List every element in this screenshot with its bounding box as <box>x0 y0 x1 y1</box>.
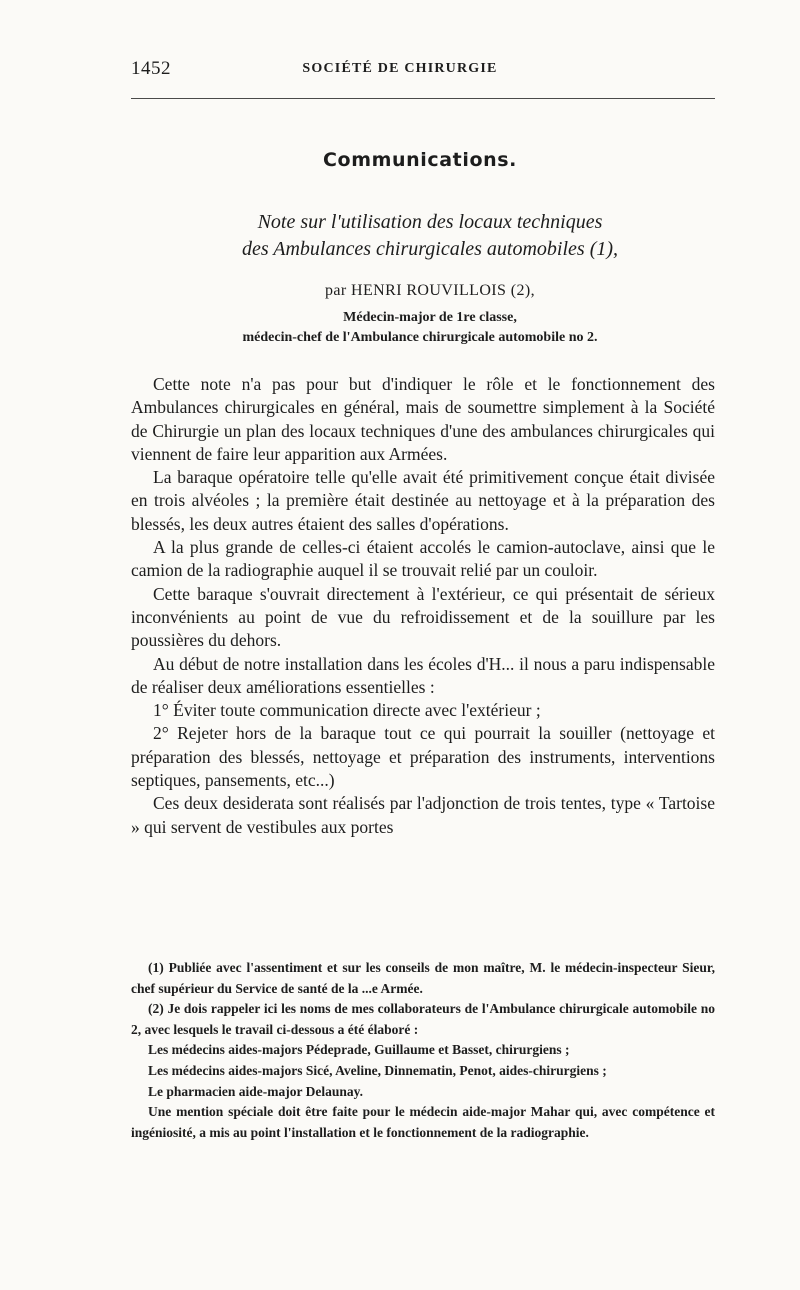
page-number: 1452 <box>131 58 171 79</box>
section-title: Communications. <box>323 149 517 171</box>
author: par HENRI ROUVILLOIS (2), <box>325 282 535 299</box>
paragraph-7: 2° Rejeter hors de la baraque tout ce qui pourrait la souiller (nettoyage et préparation des blessés, nettoyage et préparation des instruments, interventions septiques, pansements, etc...) <box>131 723 715 791</box>
author-role: médecin-chef de l'Ambulance chirurgicale automobile no 2. <box>242 330 598 345</box>
paragraph-1: Cette note n'a pas pour but d'indiquer le rôle et le fonctionnement des Ambulances chirurgicales en général, mais de soumettre simplement à la Société de Chirurgie un plan des locaux techniques d'une des ambulances chirurgicales qui viennent de faire leur apparition aux Armées. <box>131 374 715 464</box>
author-rank: Médecin-major de 1re classe, <box>343 310 517 325</box>
paragraph-2: La baraque opératoire telle qu'elle avait été primitivement conçue était divisée en trois alvéoles ; la première était destinée au nettoyage et à la préparation des blessés, les deux autres étaient des salles d'opérations. <box>131 467 715 534</box>
body-text <box>131 373 715 839</box>
footnote-1: (1) Publiée avec l'assentiment et sur les conseils de mon maître, M. le médecin-inspecteur Sieur, chef supérieur du Service de santé de la ...e Armée. <box>131 960 715 996</box>
footnote-2: (2) Je dois rappeler ici les noms de mes collaborateurs de l'Ambulance chirurgicale automobile no 2, avec lesquels le travail ci-dessous a été élaboré : <box>131 1001 715 1037</box>
running-head: SOCIÉTÉ DE CHIRURGIE <box>302 61 498 76</box>
footnote-2-line-surgeons: Les médecins aides-majors Pédeprade, Guillaume et Basset, chirurgiens ; <box>148 1042 570 1058</box>
article-title-line-1: Note sur l'utilisation des locaux techniques <box>257 211 603 233</box>
paragraph-5: Au début de notre installation dans les écoles d'H... il nous a paru indispensable de réaliser deux améliorations essentielles : <box>131 653 715 697</box>
paragraph-3: A la plus grande de celles-ci étaient accolés le camion-autoclave, ainsi que le camion de la radiographie auquel il se trouvait relié par un couloir. <box>131 537 715 581</box>
article-title <box>0 209 800 263</box>
article-title-line-2: des Ambulances chirurgicales automobiles (1), <box>241 238 619 260</box>
paragraph-8: Ces deux desiderata sont réalisés par l'adjonction de trois tentes, type « Tartoise » qui servent de vestibules aux portes <box>131 793 715 837</box>
footnote-2-line-pharmacist: Le pharmacien aide-major Delaunay. <box>148 1083 363 1099</box>
footnotes <box>131 958 715 1143</box>
footnote-2-line-mention: Une mention spéciale doit être faite pour le médecin aide-major Mahar qui, avec compétence et ingéniosité, a mis au point l'installation et le fonctionnement de la radiographie. <box>131 1104 715 1140</box>
footnote-2-line-assistants: Les médecins aides-majors Sicé, Aveline, Dinnematin, Penot, aides-chirurgiens ; <box>148 1062 607 1078</box>
paragraph-6: 1° Éviter toute communication directe avec l'extérieur ; <box>153 700 541 721</box>
paragraph-4: Cette baraque s'ouvrait directement à l'extérieur, ce qui présentait de sérieux inconvénients au point de vue du refroidissement et de la souillure par les poussières du dehors. <box>131 583 715 651</box>
header-rule <box>131 98 715 99</box>
